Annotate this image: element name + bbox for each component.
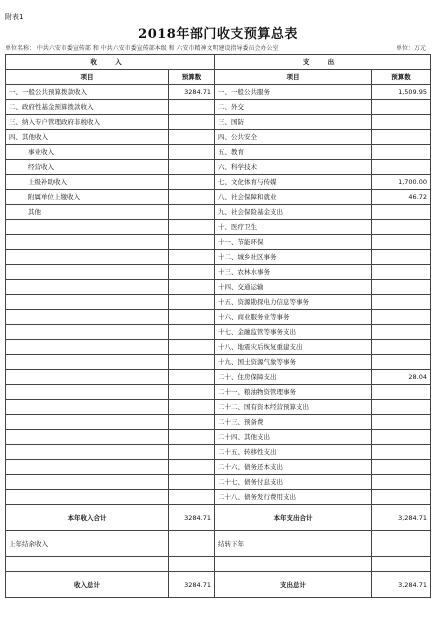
income-value xyxy=(169,340,215,355)
income-grand-total-value: 3284.71 xyxy=(169,572,215,598)
expense-item: 二十三、预备费 xyxy=(215,415,372,430)
expense-item: 十五、资源勘探电力信息等事务 xyxy=(215,295,372,310)
table-row xyxy=(6,445,431,460)
income-item-header: 项目 xyxy=(6,70,169,85)
expense-value: 46.72 xyxy=(372,190,431,205)
expense-value xyxy=(372,265,431,280)
year-income-total-value: 3284.71 xyxy=(169,505,215,531)
income-value xyxy=(169,490,215,505)
expense-item: 十七、金融监管等事务支出 xyxy=(215,325,372,340)
income-item: 经营收入 xyxy=(6,160,169,175)
income-value xyxy=(169,475,215,490)
income-value xyxy=(169,325,215,340)
income-value xyxy=(169,460,215,475)
income-value xyxy=(169,130,215,145)
income-value xyxy=(169,355,215,370)
table-row xyxy=(6,355,431,370)
income-item: 上级补助收入 xyxy=(6,175,169,190)
income-value xyxy=(169,310,215,325)
expense-value xyxy=(372,325,431,340)
table-row xyxy=(6,235,431,250)
expense-item: 十九、国土资源气象等事务 xyxy=(215,355,372,370)
expense-value xyxy=(372,340,431,355)
income-item xyxy=(6,400,169,415)
income-item xyxy=(6,415,169,430)
income-item: 二、政府性基金预算拨款收入 xyxy=(6,100,169,115)
table-row xyxy=(6,370,431,385)
expense-value xyxy=(372,130,431,145)
table-row xyxy=(6,145,431,160)
expense-item: 十一、节能环保 xyxy=(215,235,372,250)
expense-item: 二十二、国有资本经营预算支出 xyxy=(215,400,372,415)
income-value xyxy=(169,235,215,250)
table-row xyxy=(6,295,431,310)
expense-value xyxy=(372,280,431,295)
prior-balance-label: 上年结余收入 xyxy=(6,531,169,557)
year-expense-total-value: 3,284.71 xyxy=(372,505,431,531)
expense-value xyxy=(372,490,431,505)
income-value xyxy=(169,400,215,415)
expense-item: 十八、地震灾后恢复重建支出 xyxy=(215,340,372,355)
income-value xyxy=(169,100,215,115)
income-item: 一、一般公共预算拨款收入 xyxy=(6,85,169,100)
income-grand-total-label: 收入总计 xyxy=(6,572,169,598)
table-row xyxy=(6,175,431,190)
expense-item: 六、科学技术 xyxy=(215,160,372,175)
income-value xyxy=(169,115,215,130)
expense-value xyxy=(372,100,431,115)
expense-value xyxy=(372,220,431,235)
income-item xyxy=(6,325,169,340)
table-row xyxy=(6,385,431,400)
income-value xyxy=(169,385,215,400)
expense-value xyxy=(372,235,431,250)
income-item xyxy=(6,265,169,280)
income-item xyxy=(6,385,169,400)
table-row xyxy=(6,430,431,445)
income-item: 三、纳入专户管理政府非税收入 xyxy=(6,115,169,130)
expense-value: 1,700.00 xyxy=(372,175,431,190)
income-item xyxy=(6,355,169,370)
expense-item: 三、国防 xyxy=(215,115,372,130)
table-row xyxy=(6,205,431,220)
expense-value: 1,509.95 xyxy=(372,85,431,100)
expense-value xyxy=(372,295,431,310)
table-row xyxy=(6,160,431,175)
income-value: 3284.71 xyxy=(169,85,215,100)
expense-value xyxy=(372,160,431,175)
expense-item: 二十八、债务发行费用支出 xyxy=(215,490,372,505)
year-expense-total-label: 本年支出合计 xyxy=(215,505,372,531)
expense-value xyxy=(372,145,431,160)
expense-item: 十二、城乡社区事务 xyxy=(215,250,372,265)
income-value xyxy=(169,190,215,205)
expense-item: 七、文化体育与传媒 xyxy=(215,175,372,190)
expense-value xyxy=(372,445,431,460)
expense-value xyxy=(372,460,431,475)
income-value xyxy=(169,145,215,160)
expense-item: 十六、商业服务业等事务 xyxy=(215,310,372,325)
income-section: 收 入 xyxy=(6,55,215,70)
income-item xyxy=(6,370,169,385)
budget-table xyxy=(5,54,431,598)
income-item xyxy=(6,475,169,490)
expense-budget-header: 预算数 xyxy=(372,70,431,85)
expense-item: 二十、住房保障支出 xyxy=(215,370,372,385)
expense-item: 二十七、债务付息支出 xyxy=(215,475,372,490)
expense-value xyxy=(372,205,431,220)
expense-value xyxy=(372,310,431,325)
table-row xyxy=(6,190,431,205)
expense-grand-total-label: 支出总计 xyxy=(215,572,372,598)
year-income-total-label: 本年收入合计 xyxy=(6,505,169,531)
column-header-row xyxy=(6,70,431,85)
expense-value xyxy=(372,415,431,430)
income-item: 附属单位上缴收入 xyxy=(6,190,169,205)
table-row xyxy=(6,415,431,430)
income-item xyxy=(6,340,169,355)
expense-value: 28.04 xyxy=(372,370,431,385)
expense-item: 二十一、粮油物资管理事务 xyxy=(215,385,372,400)
table-row xyxy=(6,280,431,295)
income-item: 其他 xyxy=(6,205,169,220)
table-row xyxy=(6,340,431,355)
table-row xyxy=(6,475,431,490)
table-row xyxy=(6,265,431,280)
income-value xyxy=(169,220,215,235)
expense-item: 五、教育 xyxy=(215,145,372,160)
income-value xyxy=(169,445,215,460)
income-item xyxy=(6,250,169,265)
income-value xyxy=(169,430,215,445)
income-item xyxy=(6,460,169,475)
expense-value xyxy=(372,400,431,415)
income-value xyxy=(169,370,215,385)
income-value xyxy=(169,175,215,190)
income-value xyxy=(169,160,215,175)
expense-grand-total-value: 3,284.71 xyxy=(372,572,431,598)
table-row xyxy=(6,130,431,145)
table-row xyxy=(6,250,431,265)
expense-value xyxy=(372,385,431,400)
expense-item: 十四、交通运输 xyxy=(215,280,372,295)
income-item xyxy=(6,295,169,310)
income-item xyxy=(6,430,169,445)
table-row xyxy=(6,310,431,325)
table-row xyxy=(6,220,431,235)
income-value xyxy=(169,265,215,280)
expense-item: 九、社会保险基金支出 xyxy=(215,205,372,220)
income-item xyxy=(6,220,169,235)
income-value xyxy=(169,415,215,430)
income-value xyxy=(169,295,215,310)
income-item: 四、其他收入 xyxy=(6,130,169,145)
expense-item: 四、公共安全 xyxy=(215,130,372,145)
income-item xyxy=(6,280,169,295)
expense-value xyxy=(372,430,431,445)
expense-item: 二、外交 xyxy=(215,100,372,115)
expense-item: 八、社会保障和就业 xyxy=(215,190,372,205)
income-value xyxy=(169,280,215,295)
income-item xyxy=(6,490,169,505)
table-row xyxy=(6,100,431,115)
expense-value xyxy=(372,355,431,370)
attachment-label: 附表1 xyxy=(5,13,24,21)
expense-item: 十、医疗卫生 xyxy=(215,220,372,235)
table-row xyxy=(6,400,431,415)
income-item xyxy=(6,310,169,325)
expense-section: 支 出 xyxy=(215,55,431,70)
income-value xyxy=(169,205,215,220)
table-row xyxy=(6,490,431,505)
carry-forward-label: 结转下年 xyxy=(215,531,372,557)
table-row xyxy=(6,325,431,340)
blank-row xyxy=(6,557,431,572)
page-title: 2018年部门收支预算总表 xyxy=(138,27,298,42)
currency-unit: 单位：万元 xyxy=(395,45,426,52)
income-item xyxy=(6,445,169,460)
carry-row xyxy=(6,531,431,557)
income-budget-header: 预算数 xyxy=(169,70,215,85)
table-row xyxy=(6,460,431,475)
income-item: 事业收入 xyxy=(6,145,169,160)
table-row xyxy=(6,115,431,130)
expense-item-header: 项目 xyxy=(215,70,372,85)
expense-item: 二十六、债务还本支出 xyxy=(215,460,372,475)
grand-total-row xyxy=(6,572,431,598)
expense-value xyxy=(372,115,431,130)
income-value xyxy=(169,250,215,265)
section-header-row xyxy=(6,55,431,70)
table-row xyxy=(6,85,431,100)
income-item xyxy=(6,235,169,250)
unit-name: 单位名称： 中共六安市委宣传部 和 中共六安市委宣传部本级 和 六安市精神文明建设指导委员会办公室 xyxy=(5,45,279,52)
expense-item: 二十四、其他支出 xyxy=(215,430,372,445)
year-total-row xyxy=(6,505,431,531)
expense-item: 二十五、转移性支出 xyxy=(215,445,372,460)
expense-value xyxy=(372,250,431,265)
expense-item: 一、一般公共服务 xyxy=(215,85,372,100)
expense-item: 十三、农林水事务 xyxy=(215,265,372,280)
expense-value xyxy=(372,475,431,490)
